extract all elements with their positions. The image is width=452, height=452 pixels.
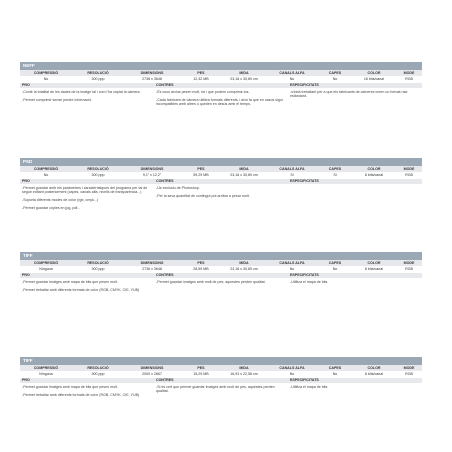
cons-item: -Permet guardar imatges amb molt de pes, aquestes perden qualitat. [156,279,266,284]
property-header-cell: MODE [403,261,415,265]
section-title: NEFF [20,62,422,70]
spec-label: ESPECIFICITATS [290,178,319,183]
property-header-cell: CAPES [328,71,342,75]
property-header-cell: RESOLUCIÓ [87,366,109,370]
property-header-cell: COMPRESSIÓ [33,167,59,171]
property-value-cell: 59,29 MB [193,173,209,177]
property-value-cell: 12,32 MB [193,77,209,81]
cons-item: -Ús exclusiu de Photoshop. [156,185,200,190]
property-value-cell: Ninguna [39,267,53,271]
spec-item: -Utilitza el mapa de bits. [290,384,329,389]
pros-label: PRO [22,377,30,382]
pros-cons-body [20,383,422,402]
property-value-cell: 16 bits/canal [363,77,385,81]
pros-item: -Permet guardar amb els paràmetres i característiques del programa per tal de seguir editant posteriorment (capes, canals alfa, nivells de transparència...) [22,185,148,194]
property-value-cell: No [332,372,338,376]
property-value-cell: RGB [405,77,413,81]
property-header-cell: MODE [403,366,415,370]
property-value-cell: No [332,77,338,81]
spec-column [288,88,422,111]
property-header-cell: COLOR [367,366,381,370]
property-value-cell: 2736 x 3648 [142,267,162,271]
spec-column [288,383,422,402]
property-header-cell: CANALS ALFA [279,366,305,370]
pros-item: -Soporta diferents modes de color (rgb, cmyk...) [22,198,99,203]
pros-item: -Permet guardar imatges amb mapa de bits que pesen molt. [22,279,118,284]
pros-item: -Permet guardar imatges amb mapa de bits que pesen molt. [22,384,118,389]
property-value-cell: RGB [405,267,413,271]
cons-column [154,383,288,402]
property-value-cell: 23,16 x 30,89 cm [230,173,258,177]
spec-column [288,278,422,297]
property-value-cell: 16,93 x 22,58 cm [230,372,258,376]
spec-label: ESPECIFICITATS [290,377,319,382]
property-value-cell: 8 bits/canal [364,372,384,376]
section-title: TIFF [20,252,422,260]
pros-label: PRO [22,82,30,87]
property-header-cell: CANALS ALFA [279,167,305,171]
property-header-cell: CAPES [328,261,342,265]
cons-column [154,278,288,297]
property-value-cell: Si [333,173,337,177]
cons-label: CONTRES [156,178,174,183]
property-value-cell: 2000 x 2667 [142,372,162,376]
property-header-cell: CAPES [328,167,342,171]
property-value-cell: No [332,267,338,271]
property-header-cell: PES [197,261,205,265]
pros-cons-body [20,88,422,111]
property-value-cell: 23,16 x 30,89 cm [230,267,258,271]
cons-column [154,88,288,111]
property-header-cell: COMPRESSIÓ [33,71,59,75]
property-value-cell: RGB [405,173,413,177]
property-value-cell: 2736 x 3648 [142,77,162,81]
pros-item: -Permet comprimir sense perdre informació. [22,97,93,102]
property-header-cell: MODE [403,71,415,75]
property-header-cell: RESOLUCIÓ [87,261,109,265]
property-value-cell: 15,29 MB [193,372,209,376]
property-header-cell: DIMENSIONS [140,71,164,75]
property-value-cell: No [289,372,295,376]
cons-label: CONTRES [156,82,174,87]
property-header-cell: COMPRESSIÓ [33,366,59,370]
property-value-cell: No [289,77,295,81]
property-value-cell: 28,59 MB [193,267,209,271]
property-header-cell: CANALS ALFA [279,261,305,265]
cons-item: -Si és cert que permet guardar imatges amb molt de pes, aquestes perden qualitat. [156,384,275,393]
property-header-cell: COLOR [367,167,381,171]
property-value-cell: 300 ppp [91,267,105,271]
property-header-cell: COLOR [367,71,381,75]
property-header-cell: PES [197,71,205,75]
pros-item: -Permet guardar còpies en jpg, pdf... [22,206,81,211]
cons-item: -Per la seva quantitat de contingut pot arribar a pesar molt. [156,193,250,198]
property-value-cell: 9,1" x 12,2" [142,173,162,177]
property-value-cell: No [43,173,49,177]
property-header-cell: RESOLUCIÓ [87,167,109,171]
format-section [20,62,422,110]
pros-item: -Conté la totalitat de les dades de la imatge tal i com l'ha captat la càmera. [22,89,141,94]
format-section [20,158,422,215]
property-header-cell: CANALS ALFA [279,71,305,75]
cons-label: CONTRES [156,377,174,382]
property-value-cell: 300 ppp [91,372,105,376]
property-header-cell: COMPRESSIÓ [33,261,59,265]
property-header-cell: MIDA [239,366,249,370]
property-header-cell: DIMENSIONS [140,366,164,370]
format-section [20,252,422,296]
property-value-cell: 300 ppp [91,173,105,177]
pros-label: PRO [22,178,30,183]
property-header-cell: MODE [403,167,415,171]
property-value-cell: 23,16 x 30,89 cm [230,77,258,81]
property-header-cell: DIMENSIONS [140,261,164,265]
property-header-cell: MIDA [239,71,249,75]
spec-item: -Utilitza el mapa de bits. [290,279,329,284]
pros-item: -Permet treballar amb diferents formats de color (RGB, CMYK, CIE, YUB) [22,392,140,397]
property-value-cell: No [43,77,49,81]
property-header-cell: CAPES [328,366,342,370]
property-value-cell: No [289,267,295,271]
spec-label: ESPECIFICITATS [290,272,319,277]
pros-cons-body [20,278,422,297]
property-value-cell: 8 bits/canal [364,267,384,271]
property-value-cell: Ninguna [39,372,53,376]
pros-column [20,383,154,402]
pros-cons-body [20,184,422,215]
section-title: TIFF [20,357,422,365]
cons-item: -Cada fabricant de càmera utilitza formats diferents, i això fa que en casos sigui incompatibles amb altres o queden en desús amb el temps. [156,97,283,107]
spec-label: ESPECIFICITATS [290,82,319,87]
cons-label: CONTRES [156,272,174,277]
property-header-cell: MIDA [239,261,249,265]
pros-label: PRO [22,272,30,277]
property-header-cell: COLOR [367,261,381,265]
spec-column [288,184,422,215]
pros-column [20,278,154,297]
property-header-cell: PES [197,167,205,171]
pros-column [20,184,154,215]
section-title: PSD [20,158,422,166]
property-value-cell: RGB [405,372,413,376]
property-header-cell: DIMENSIONS [140,167,164,171]
pros-item: -Permet treballar amb diferents formats de color (RGB, CMYK, CIE, YUB) [22,287,140,292]
property-header-cell: PES [197,366,205,370]
property-header-cell: RESOLUCIÓ [87,71,109,75]
cons-item: -És vous arxius pesen molt, tot i que podem comprimir-los. [156,89,250,94]
property-value-cell: 300 ppp [91,77,105,81]
property-value-cell: 8 bits/canal [364,173,384,177]
property-value-cell: Si [290,173,294,177]
cons-column [154,184,288,215]
property-header-cell: MIDA [239,167,249,171]
pros-column [20,88,154,111]
spec-item: -s'està treballant per a que els fabricants de càmeres creen un format raw estàndard. [290,89,408,98]
format-section [20,357,422,401]
